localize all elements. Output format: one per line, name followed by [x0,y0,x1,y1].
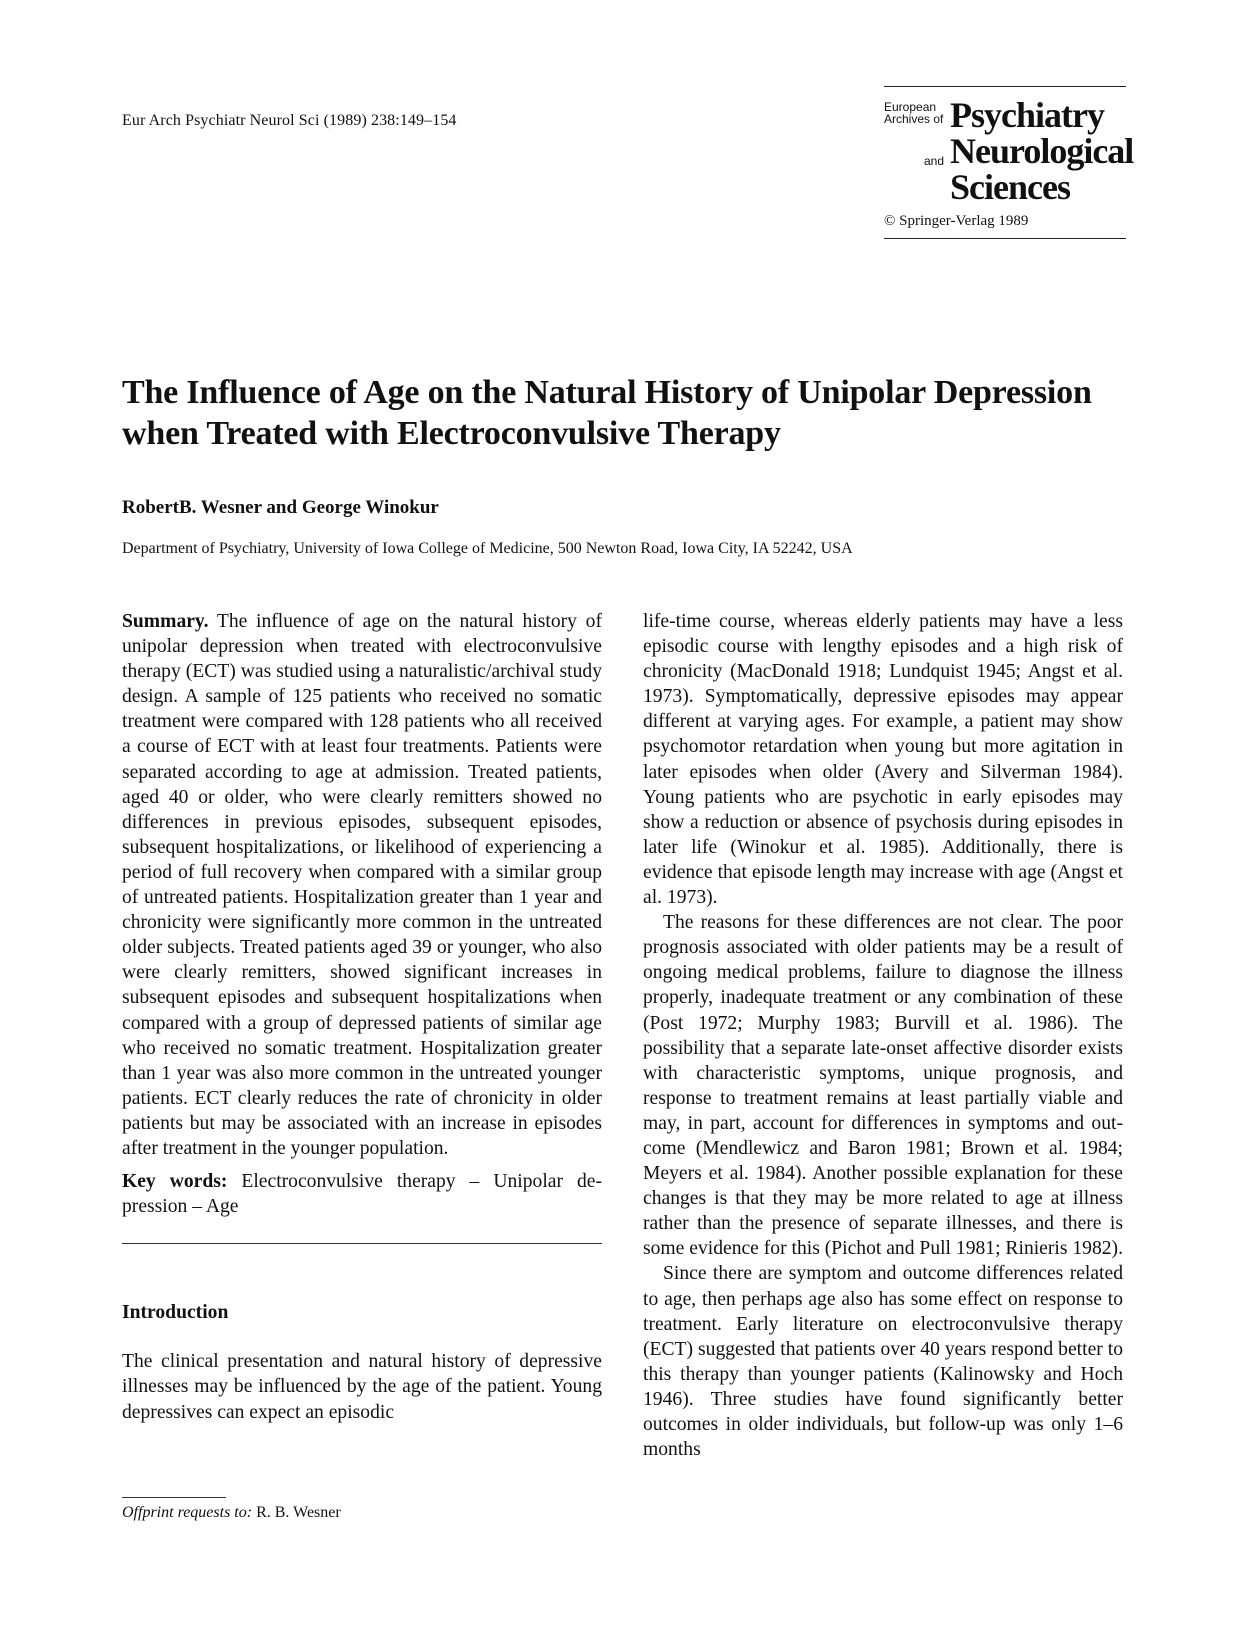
offprint-footnote [122,1497,602,1522]
masthead-psychiatry: Psychiatry [950,95,1104,135]
keywords-paragraph [122,1169,602,1219]
section-divider [122,1243,602,1244]
footnote-label: Offprint requests to: [122,1504,253,1521]
author-affiliation: Department of Psychiatry, University of Iowa College of Medicine, 500 Newton Road, Iowa City, IA 52242, USA [122,540,853,557]
right-column [643,609,1123,1462]
masthead-neurological: Neurological [950,131,1134,171]
left-column [122,609,602,1425]
masthead-european: European Archives of [884,100,944,126]
introduction-heading: Introduction [122,1302,229,1324]
introduction-paragraph-1-start [122,1349,602,1424]
masthead-and: and [924,154,945,168]
intro-text-left: The clinical presentation and natural history of depressive illnesses may be influenced by the age of the patient. Young depressives can expect an episodic [122,1351,602,1423]
keywords-text: Electroconvulsive therapy – Unipolar depression – Age [122,1171,602,1218]
intro-text-right: life-time course, whereas elderly patients may have a less episodic course with lengthy episodes and a high risk of chronicity (MacDonald 1918; Lundquist 1945; Angst et al. 1973). Symptomatically, depressive episodes may appear different at varying ages. For example, a patient may show psychomotor retardation when young but more agitation in later episodes when older (Avery and Silverman 1984). Young patients who are psychotic in early episodes may show a reduction or absence of psychosis during episodes in later life (Winokur et al. 1985). Additionally, there is evidence that episode length may increase with age (Angst et al. 1973). [643,611,1123,909]
masthead-row-psychiatry [884,97,1126,135]
article-authors: RobertB. Wesner and George Winokur [122,497,439,518]
masthead-sciences: Sciences [950,167,1070,207]
summary-label: Summary. [122,611,209,632]
copyright-notice: © Springer-Verlag 1989 [884,213,1029,229]
article-title: The Influence of Age on the Natural History of Unipolar Depression when Treated with Electroconvulsive Therapy [122,374,1092,452]
journal-citation: Eur Arch Psychiatr Neurol Sci (1989) 238:149–154 [122,112,457,129]
journal-masthead [884,86,1134,239]
keywords-label: Key words: [122,1171,228,1193]
footnote-rule [122,1497,226,1498]
introduction-paragraph-3: Since there are symptom and outcome differences related to age, then perhaps age also has some effect on response to treatment. Early literature on electroconvulsive therapy (ECT) suggested that patients over 40 years respond better to this therapy than younger patients (Kalinowsky and Hoch 1946). Three studies have found significantly better outcomes in older individuals, but follow-up was only 1–6 months [643,1263,1123,1461]
summary-text: The influence of age on the natural history of unipolar depression when treated with electroconvulsive therapy (ECT) was studied using a naturalistic/archival study design. A sample of 125 patients who received no somatic treatment were compared with 128 patients who all received a course of ECT with at least four treatments. Patients were separated according to age at admission. Treated patients, aged 40 or older, who were clearly remitters showed no differences in previous episodes, subsequent episodes, subsequent hospitalizations, or likelihood of experiencing a period of full recovery when compared with a similar group of untreated patients. Hospitalization greater than 1 year and chronicity were significantly more common in the untreated older subjects. Treated patients aged 39 or younger, who also were clearly remitters, showed significant increases in subsequent episodes and subsequent hospitalizations when compared with a group of depressed patients of similar age who received no somatic treatment. Hospitalization greater than 1 year was also more common in the untreated younger patients. ECT clearly reduces the rate of chronicity in older patients but may be associated with an increase in episodes after treatment in the younger population. [122,611,602,1159]
footnote-text: R. B. Wesner [252,1504,341,1521]
masthead-row-sciences [884,167,1126,211]
summary-paragraph [122,609,602,1161]
introduction-paragraph-2: The reasons for these differences are not clear. The poor prognosis associated with older patients may be a result of ongoing medical problems, failure to diagnose the illness properly, inadequate treatment or any combination of these (Post 1972; Murphy 1983; Burvill et al. 1986). The possibility that a separate late-onset affective disorder exists with characteristic symptoms, unique prognosis, and response to treatment remains at least partially viable and may, in part, account for differences in symptoms and outcome (Mendlewicz and Baron 1981; Brown et al. 1984; Meyers et al. 1984). Another possible explanation for these changes is that they may be more related to age at illness rather than the presence of separate illnesses, and there is some evidence for this (Pichot and Pull 1981; Rinieris 1982). [643,912,1123,1260]
introduction-paragraph-1-cont [643,609,1123,910]
